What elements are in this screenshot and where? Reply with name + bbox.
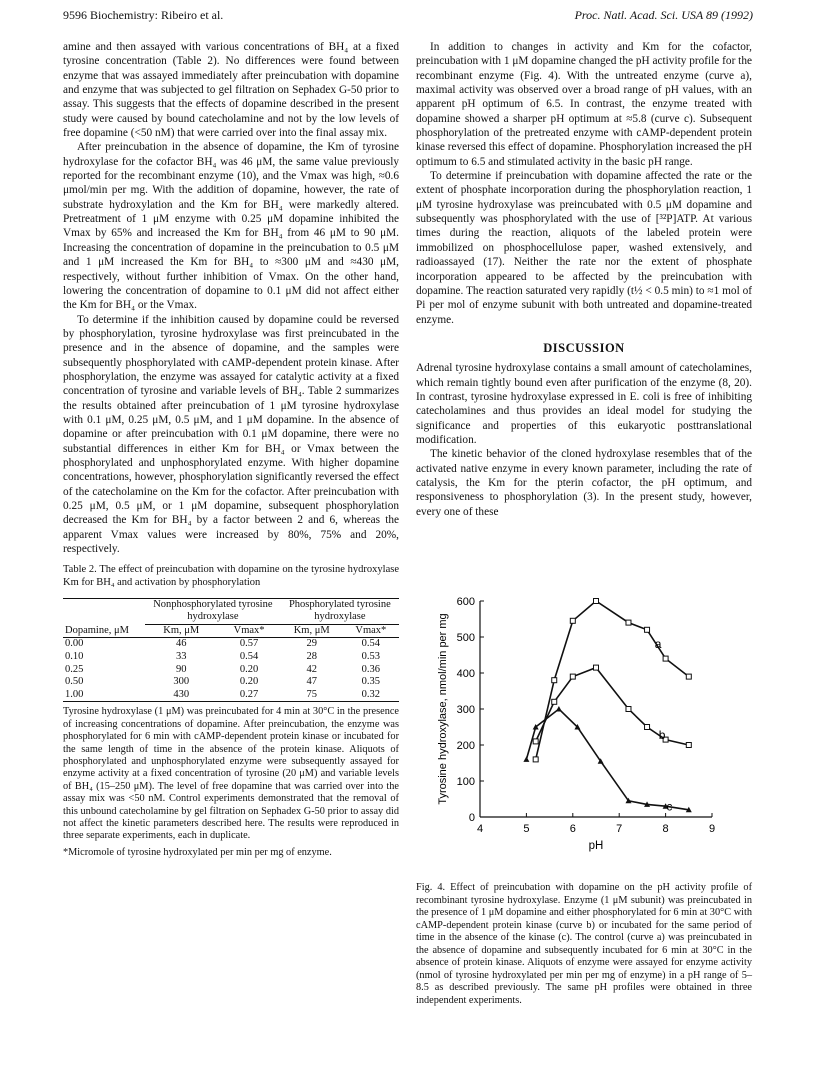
- data-point-b: [594, 665, 599, 670]
- x-tick-label: 6: [569, 823, 576, 835]
- table-cell: 1.00: [63, 689, 145, 702]
- series-label-a: a: [654, 636, 662, 651]
- table-cell: 0.36: [361, 663, 380, 675]
- table-cell: 0.10: [65, 650, 84, 662]
- figure-caption: Fig. 4. Effect of preincubation with dopamine on the pH activity profile of recombinant tyrosine hydroxylase. Enzyme (1 μM subunit) was preincubated in the presence of 1 μM dopamine and either phosphorylated for 6 min at 30°C with cAMP-dependent protein kinase (curve b) or incubated for the same period of time in the absence of the kinase (c). The control (curve a) was preincubated in the absence of dopamine and subsequently incubated for 6 min at 30°C in the absence of protein kinase. Aliquots of enzyme were assayed for enzyme activity (nmol of tyrosine hydroxylated per min per mg of enzyme) in a pH range of 5–8.5 as described previously. The same pH profiles were obtained in three independent experiments.: [416, 882, 752, 1006]
- table-cell: 0.53: [361, 650, 380, 662]
- table-row: [63, 664, 399, 677]
- table-cell: 300: [173, 676, 190, 688]
- table-col-header: Vmax*: [217, 624, 280, 638]
- data-point-b: [570, 674, 575, 679]
- table-cell: 0.35: [361, 676, 380, 688]
- data-point-b: [645, 725, 650, 730]
- table-footnote: Tyrosine hydroxylase (1 μM) was preincubated for 4 min at 30°C in the presence of increasing concentrations of dopamine. After preincubation, the enzyme was phosphorylated for 6 min with cAMP-dependent protein kinase or incubated for the same length of time in the absence of the protein kinase. Aliquots of phosphorylated and unphosphorylated enzyme were subsequently assayed for enzyme activity at a fixed concentration of tyrosine (20 μM) and variable levels of BH₄ (15–250 μM). The level of free dopamine that was carried over into the assay mix was <50 nM. Control experiments demonstrated that the removal of this unbound catecholamine by gel filtration on Sephadex G-50 prior to assay did not affect the kinetic parameters described here. The results were reproduced in three separate experiments, each in duplicate.: [63, 706, 399, 842]
- y-tick-label: 400: [456, 668, 475, 680]
- y-axis-label: Tyrosine hydroxylase, nmol/min per mg: [437, 613, 449, 805]
- table-row: [63, 689, 399, 702]
- series-label-b: b: [658, 728, 666, 742]
- table-row: [63, 638, 399, 651]
- table-cell: 90: [175, 663, 187, 675]
- figure-4-chart: [432, 594, 732, 876]
- table-cell: 0.32: [343, 689, 399, 702]
- data-point-a: [533, 757, 538, 762]
- table-cell: 0.00: [65, 638, 84, 650]
- paragraph: The kinetic behavior of the cloned hydroxylase resembles that of the activated native enzyme in every known parameter, including the rate of catalysis, the Km for the pterin cofactor, the pH optimum, and responsiveness to phosphorylation (3). In the present study, however, every one of these: [416, 448, 752, 518]
- table-cell: 0.25: [65, 663, 84, 675]
- series-line-c: [526, 709, 688, 810]
- data-point-c: [523, 756, 529, 762]
- data-point-a: [552, 678, 557, 683]
- series-label-c: c: [666, 799, 673, 814]
- data-point-a: [645, 627, 650, 632]
- table-group-header: Phosphorylated tyrosine hydroxylase: [281, 598, 399, 624]
- data-point-a: [686, 674, 691, 679]
- table-col-header: Km, μM: [145, 624, 217, 638]
- y-tick-label: 500: [456, 632, 475, 644]
- y-tick-label: 100: [456, 776, 475, 788]
- table-group-header: Nonphosphorylated tyrosine hydroxylase: [145, 598, 281, 624]
- paragraph: Adrenal tyrosine hydroxylase contains a small amount of catecholamines, which remain tightly bound even after purification of the enzyme (8, 20). In contrast, tyrosine hydroxylase expressed in E. coli is free of inhibiting catecholamines and thus provides an ideal model for studying the significance and properties of this eukaryotic posttranslational modification.: [416, 362, 752, 446]
- table-cell: 46: [175, 638, 187, 650]
- table-col-header: Vmax*: [343, 624, 399, 638]
- table-cell: 33: [175, 650, 187, 662]
- paragraph: To determine if the inhibition caused by dopamine could be reversed by phosphorylation, tyrosine hydroxylase was first preincubated in the presence and in the absence of dopamine, and the samples were subsequently phosphorylated with cAMP-dependent protein kinase. After phosphorylation, the enzyme was assayed for catalytic activity at a fixed concentration of tyrosine and variable levels of BH₄. Table 2 summarizes the results obtained after preincubation of 1 μM tyrosine hydroxylase with 0.1 μM, 0.25 μM, 0.5 μM, and 1 μM dopamine. In the absence of dopamine or after preincubation with 0.1 μM dopamine, there were no substantial differences in either Km for BH₄ or Vmax between the phosphorylated and unphosphorylated enzyme. With higher dopamine concentrations, however, phosphorylation significantly reversed the effect of the catecholamine on the Km for the cofactor. After preincubation with 0.25 μM, 0.5 μM, or 1 μM dopamine, subsequent phosphorylation decreased the Km for BH₄ by a factor between 2 and 6, whereas the apparent Vmax values were increased by 80%, 75% and 20%, respectively.: [63, 313, 399, 556]
- data-point-a: [570, 618, 575, 623]
- table-cell: 430: [145, 689, 217, 702]
- table-col-header: Dopamine, μM: [63, 624, 145, 638]
- data-point-b: [686, 743, 691, 748]
- left-column: [63, 40, 399, 859]
- table-cell: 28: [306, 650, 317, 662]
- table-row: [63, 651, 399, 664]
- paragraph: In addition to changes in activity and Km for the cofactor, preincubation with 1 μM dopamine changed the pH activity profile for the recombinant enzyme (Fig. 4). With the untreated enzyme (curve a), maximal activity was observed over a broad range of pH values, with an apparent pH optimum of 6.5. In contrast, the enzyme treated with dopamine showed a sharper pH optimum at ≈5.8 (curve c). Subsequent phosphorylation of the pretreated enzyme with cAMP-dependent protein kinase reversed this effect of dopamine. Phosphorylation increased the pH optimum to 6.5 and stimulated activity in the basic pH range.: [416, 41, 752, 168]
- y-tick-label: 0: [468, 812, 475, 824]
- y-tick-label: 600: [456, 596, 475, 608]
- data-point-a: [594, 599, 599, 604]
- right-column: [416, 40, 752, 519]
- table-cell: 47: [306, 676, 317, 688]
- x-tick-label: 5: [523, 823, 530, 835]
- series-line-a: [536, 601, 689, 759]
- table-cell: 0.50: [65, 676, 84, 688]
- paragraph: After preincubation in the absence of dopamine, the Km of tyrosine hydroxylase for the cofactor BH₄ was 46 μM, the same value previously reported for the recombinant enzyme (10), and the Vmax was high, ≈0.6 μmol/min per mg. With the addition of dopamine, however, the rate of substrate hydroxylation and the Km for BH₄ were markedly altered. Pretreatment of 1 μM enzyme with 0.25 μM dopamine inhibited the Vmax by 65% and increased the Km for BH₄ from 46 μM to 90 μM. Increasing the concentration of dopamine in the preincubation to 0.5 μM and 1 μM increased the Km for BH₄ to ≈300 μM and ≈430 μM, respectively, without further inhibition of Vmax. On the other hand, lowering the concentration of dopamine to 0.1 μM did not affect either the Km for BH₄ or the Vmax.: [63, 141, 399, 312]
- table-row: [63, 676, 399, 689]
- section-title: DISCUSSION: [543, 340, 625, 355]
- running-header-left: 9596 Biochemistry: Ribeiro et al.: [63, 8, 224, 22]
- table-col-header: Km, μM: [281, 624, 343, 638]
- table-cell: 42: [306, 663, 317, 675]
- series-line-b: [536, 668, 689, 745]
- running-header-right: Proc. Natl. Acad. Sci. USA 89 (1992): [574, 8, 753, 22]
- table-cell: 75: [281, 689, 343, 702]
- table-cell: 0.54: [361, 638, 380, 650]
- data-point-b: [626, 707, 631, 712]
- paragraph: To determine if preincubation with dopamine affected the rate or the extent of phosphate incorporation during the phosphorylation reaction, 1 μM tyrosine hydroxylase was preincubated with 0.5 μM dopamine and subsequently was phosphorylated with the use of [³²P]ATP. At various times during the reaction, aliquots of the labeled protein were immobilized on phosphocellulose paper, washed extensively, and radioassayed (17). Neither the rate nor the extent of phosphate incorporation appeared to be affected by the preincubation with dopamine. The reaction saturated very rapidly (t½ < 0.5 min) to ≈1 mol of Pi per mol of enzyme subunit with both untreated and dopamine-treated enzyme.: [416, 170, 752, 326]
- data-point-b: [533, 739, 538, 744]
- table-caption: Table 2. The effect of preincubation with dopamine on the tyrosine hydroxylase Km for BH₄ and activation by phosphorylation: [63, 564, 399, 588]
- x-tick-label: 8: [662, 823, 669, 835]
- y-tick-label: 300: [456, 704, 475, 716]
- paragraph: amine and then assayed with various concentrations of BH₄ at a fixed tyrosine concentration (Table 2). No differences were found between enzyme that was assayed immediately after preincubation with dopamine and enzyme that was subjected to gel filtration on Sephadex G-50 prior to assay. This suggests that the effects of dopamine described in the present study were caused by bound catecholamine and not by the low levels of free dopamine (<50 nM) that were carried over into the final assay mix.: [63, 41, 399, 140]
- y-tick-label: 200: [456, 740, 475, 752]
- table-cell: 0.54: [239, 650, 259, 662]
- table-footnote-star: *Micromole of tyrosine hydroxylated per min per mg of enzyme.: [63, 846, 332, 858]
- x-tick-label: 7: [616, 823, 623, 835]
- data-point-c: [556, 706, 562, 712]
- table-2: [63, 598, 399, 703]
- x-tick-label: 9: [708, 823, 716, 835]
- table-cell: 0.20: [239, 663, 259, 675]
- table-cell: 0.20: [239, 676, 259, 688]
- x-axis-label: pH: [588, 840, 604, 852]
- table-cell: 0.27: [217, 689, 280, 702]
- data-point-a: [626, 620, 631, 625]
- data-point-b: [552, 699, 557, 704]
- x-tick-label: 4: [476, 823, 484, 835]
- table-cell: 0.57: [239, 638, 259, 650]
- data-point-a: [663, 656, 668, 661]
- table-cell: 29: [306, 638, 317, 650]
